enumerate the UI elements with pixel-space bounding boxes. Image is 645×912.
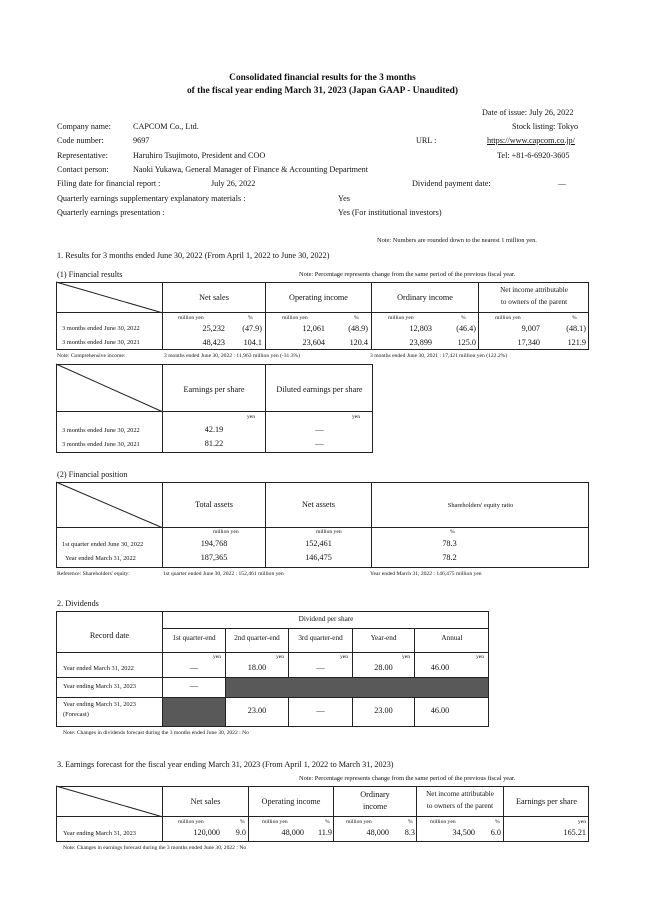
net-sales-pct: (47.9) (242, 324, 262, 333)
dividend-forecast-note: Note: Changes in dividends forecast during the 3 months ended June 30, 2022 : No (63, 730, 249, 736)
ordinary-income-value: 12,803 (409, 324, 432, 333)
financial-position-subheading: (2) Financial position (57, 470, 128, 479)
col-net-income-line2: to owners of the parent (500, 298, 568, 306)
row-label: 3 months ended June 30, 2021 (62, 441, 140, 448)
dividend-q3-value: ― (316, 663, 325, 672)
representative-label: Representative: (57, 151, 108, 160)
pct-label: % (248, 315, 253, 321)
shareholders-equity-2022: 1st quarter ended June 30, 2022 : 152,461 million yen (163, 571, 284, 577)
operating-income-value: 23,604 (302, 338, 325, 347)
dividend-year-end-value: 23.00 (374, 706, 393, 715)
row-label: 3 months ended June 30, 2022 (62, 325, 140, 332)
dividend-per-share-header: Dividend per share (298, 615, 354, 623)
col-diluted-eps: Diluted earnings per share (276, 385, 363, 394)
col-net-income-line1: Net income attributable (426, 790, 494, 798)
forecast-net-sales-pct: 9.0 (235, 828, 246, 837)
table-corner-diagonal (56, 786, 163, 817)
percentage-note: Note: Percentage represents change from the same period of the previous fiscal year. (299, 271, 516, 278)
comprehensive-income-2021: 3 months ended June 30, 2021 : 17,421 million yen (122.2%) (370, 353, 508, 359)
operating-income-pct: 120.4 (349, 338, 368, 347)
yen-unit: yen (247, 414, 256, 420)
contact-label: Contact person: (57, 165, 109, 174)
row-label-forecast: (Forecast) (63, 711, 89, 718)
col-net-sales: Net sales (190, 797, 221, 806)
supplementary-materials-label: Quarterly earnings supplementary explanatory materials : (57, 194, 246, 203)
dividend-q2-value: 23.00 (247, 706, 267, 715)
yen-unit: yen (476, 654, 485, 660)
company-value: CAPCOM Co., Ltd. (133, 122, 199, 131)
row-label: Year ending March 31, 2023 (63, 830, 137, 837)
earnings-presentation-label: Quarterly earnings presentation : (57, 208, 165, 217)
unit-label: million yen (388, 315, 414, 321)
unit-label: million yen (495, 315, 521, 321)
earnings-presentation-value: Yes (For institutional investors) (338, 208, 442, 217)
forecast-ordinary-income-pct: 8.3 (404, 828, 415, 837)
col-1st-quarter-end: 1st quarter-end (172, 634, 216, 642)
dividend-q2-value: 18.00 (247, 663, 267, 672)
unit-label: million yen (262, 819, 288, 825)
unit-label: million yen (213, 529, 239, 535)
col-ordinary-income-line1: Ordinary (360, 790, 390, 799)
unit-label: million yen (430, 819, 456, 825)
eps-value: 42.19 (204, 425, 224, 434)
date-of-issue: Date of issue: July 26, 2022 (482, 108, 574, 117)
dividend-annual-value: 46.00 (430, 663, 450, 672)
table-corner-diagonal (56, 364, 163, 412)
forecast-net-income-pct: 6.0 (490, 828, 501, 837)
dividend-q1-value: ― (189, 663, 199, 672)
col-3rd-quarter-end: 3rd quarter-end (298, 634, 343, 642)
ordinary-income-value: 23,899 (409, 338, 432, 347)
forecast-operating-income: 48,000 (281, 828, 304, 837)
shareholders-equity-label: Reference: Shareholders' equity: (57, 571, 130, 577)
net-assets-value: 146,475 (305, 553, 332, 562)
col-earnings-per-share: Earnings per share (183, 385, 245, 394)
col-operating-income: Operating income (289, 293, 348, 302)
equity-ratio-value: 78.3 (442, 539, 457, 548)
section1-heading: 1. Results for 3 months ended June 30, 2022 (From April 1, 2022 to June 30, 2022) (57, 251, 330, 260)
row-label: Year ending March 31, 2023 (63, 701, 137, 708)
col-earnings-per-share: Earnings per share (516, 797, 577, 806)
section3-heading: 3. Earnings forecast for the fiscal year ending March 31, 2023 (From April 1, 2022 to March 31, 2023) (57, 760, 394, 769)
yen-unit: yen (340, 654, 349, 660)
row-label: 3 months ended June 30, 2022 (62, 427, 140, 434)
yen-unit: yen (276, 654, 285, 660)
pct-label: % (408, 819, 413, 825)
yen-unit: yen (578, 819, 587, 825)
dividend-year-end-value: 28.00 (374, 663, 393, 672)
unit-label: million yen (178, 819, 204, 825)
pct-label: % (325, 819, 330, 825)
col-total-assets: Total assets (195, 500, 233, 509)
stock-listing: Stock listing: Tokyo (512, 122, 579, 131)
url-label: URL : (416, 136, 437, 145)
unit-label: million yen (346, 819, 372, 825)
code-value: 9697 (133, 136, 150, 145)
row-label: 1st quarter ended June 30, 2022 (62, 541, 144, 548)
dividend-q3-value: — (316, 706, 325, 715)
net-sales-pct: 104.1 (243, 338, 262, 347)
company-label: Company name: (57, 122, 111, 131)
percentage-note: Note: Percentage represents change from the same period of the previous fiscal year. (299, 775, 516, 782)
row-label: Year ending March 31, 2023 (63, 683, 137, 690)
col-net-assets: Net assets (302, 500, 335, 509)
net-income-pct: (48.1) (566, 324, 586, 333)
col-net-income-line1: Net income attributable (500, 286, 568, 294)
company-url-link[interactable]: https://www.capcom.co.jp/ (487, 136, 575, 145)
net-income-value: 9,007 (521, 324, 540, 333)
operating-income-pct: (48.9) (348, 324, 368, 333)
forecast-ordinary-income: 48,000 (366, 828, 389, 837)
net-sales-value: 25,232 (202, 324, 225, 333)
unit-label: million yen (316, 529, 342, 535)
col-annual: Annual (441, 634, 463, 642)
forecast-eps: 165.21 (563, 828, 586, 837)
col-net-income-line2: to owners of the parent (426, 802, 494, 810)
forecast-net-sales: 120,000 (193, 828, 220, 837)
net-assets-value: 152,461 (305, 539, 332, 548)
total-assets-value: 187,365 (200, 553, 228, 562)
eps-value: 81.22 (204, 439, 224, 448)
dividend-date-value: ― (558, 179, 567, 188)
row-label: 3 months ended June 30, 2021 (62, 339, 140, 346)
filing-date-value: July 26, 2022 (211, 179, 256, 188)
net-sales-value: 48,423 (202, 338, 225, 347)
contact-value: Naoki Yukawa, General Manager of Finance & Accounting Department (133, 165, 369, 174)
report-title-line2: of the fiscal year ending March 31, 2023 (Japan GAAP - Unaudited) (186, 86, 458, 96)
dividend-annual-value: 46.00 (430, 706, 450, 715)
yen-unit: yen (402, 654, 411, 660)
code-label: Code number: (57, 136, 104, 145)
shaded-cell (226, 678, 488, 697)
forecast-net-income: 34,500 (452, 828, 475, 837)
rounding-note: Note: Numbers are rounded down to the nearest 1 million yen. (377, 237, 537, 244)
unit-label: million yen (282, 315, 308, 321)
yen-unit: yen (352, 414, 361, 420)
col-ordinary-income: Ordinary income (397, 293, 453, 302)
pct-label: % (495, 819, 500, 825)
yen-unit: yen (213, 654, 222, 660)
financial-results-subheading: (1) Financial results (57, 270, 123, 279)
pct-label: % (240, 819, 245, 825)
unit-label: million yen (178, 315, 204, 321)
diluted-eps-value: ― (315, 425, 324, 434)
col-net-sales: Net sales (199, 293, 229, 302)
table-corner-diagonal (56, 482, 163, 528)
forecast-operating-income-pct: 11.9 (317, 828, 332, 837)
diluted-eps-value: ― (315, 439, 324, 448)
pct-label: % (354, 315, 359, 321)
comprehensive-income-2022: 3 months ended June 30, 2022 : 11,963 million yen (-31.3%) (164, 353, 301, 359)
equity-ratio-value: 78.2 (442, 553, 457, 562)
representative-value: Haruhiro Tsujimoto, President and COO (133, 151, 266, 160)
net-income-pct: 121.9 (567, 338, 586, 347)
row-label: Year ended March 31, 2022 (63, 665, 134, 672)
filing-date-label: Filing date for financial report : (57, 179, 161, 188)
ordinary-income-pct: (46.4) (456, 324, 476, 333)
earnings-forecast-note: Note: Changes in earnings forecast during the 3 months ended June 30, 2022 : No (63, 845, 247, 851)
shareholders-equity-2021: Year ended March 31, 2022 : 146,475 million yen (370, 571, 482, 577)
report-title-line1: Consolidated financial results for the 3 months (229, 73, 416, 83)
col-2nd-quarter-end: 2nd quarter-end (234, 634, 280, 642)
table-corner-diagonal (56, 282, 163, 313)
total-assets-value: 194,768 (200, 539, 228, 548)
net-income-value: 17,340 (517, 338, 540, 347)
dividend-q1-value: ― (189, 681, 199, 690)
row-label: Year ended March 31, 2022 (65, 555, 136, 562)
pct-label: % (450, 529, 455, 535)
operating-income-value: 12,061 (302, 324, 325, 333)
ordinary-income-pct: 125.0 (457, 338, 476, 347)
supplementary-materials-value: Yes (338, 194, 350, 203)
record-date-header: Record date (89, 631, 130, 640)
col-ordinary-income-line2: income (362, 802, 388, 811)
pct-label: % (572, 315, 577, 321)
pct-label: % (461, 315, 466, 321)
comprehensive-income-label: Note: Comprehensive income: (57, 353, 126, 359)
telephone: Tel: +81-6-6920-3605 (497, 151, 570, 160)
section2-heading: 2. Dividends (57, 599, 99, 608)
col-operating-income: Operating income (261, 797, 321, 806)
shaded-cell (163, 698, 225, 726)
dividend-date-label: Dividend payment date: (412, 179, 491, 188)
col-equity-ratio: Shareholders' equity ratio (447, 502, 514, 509)
col-year-end: Year-end (370, 634, 397, 642)
